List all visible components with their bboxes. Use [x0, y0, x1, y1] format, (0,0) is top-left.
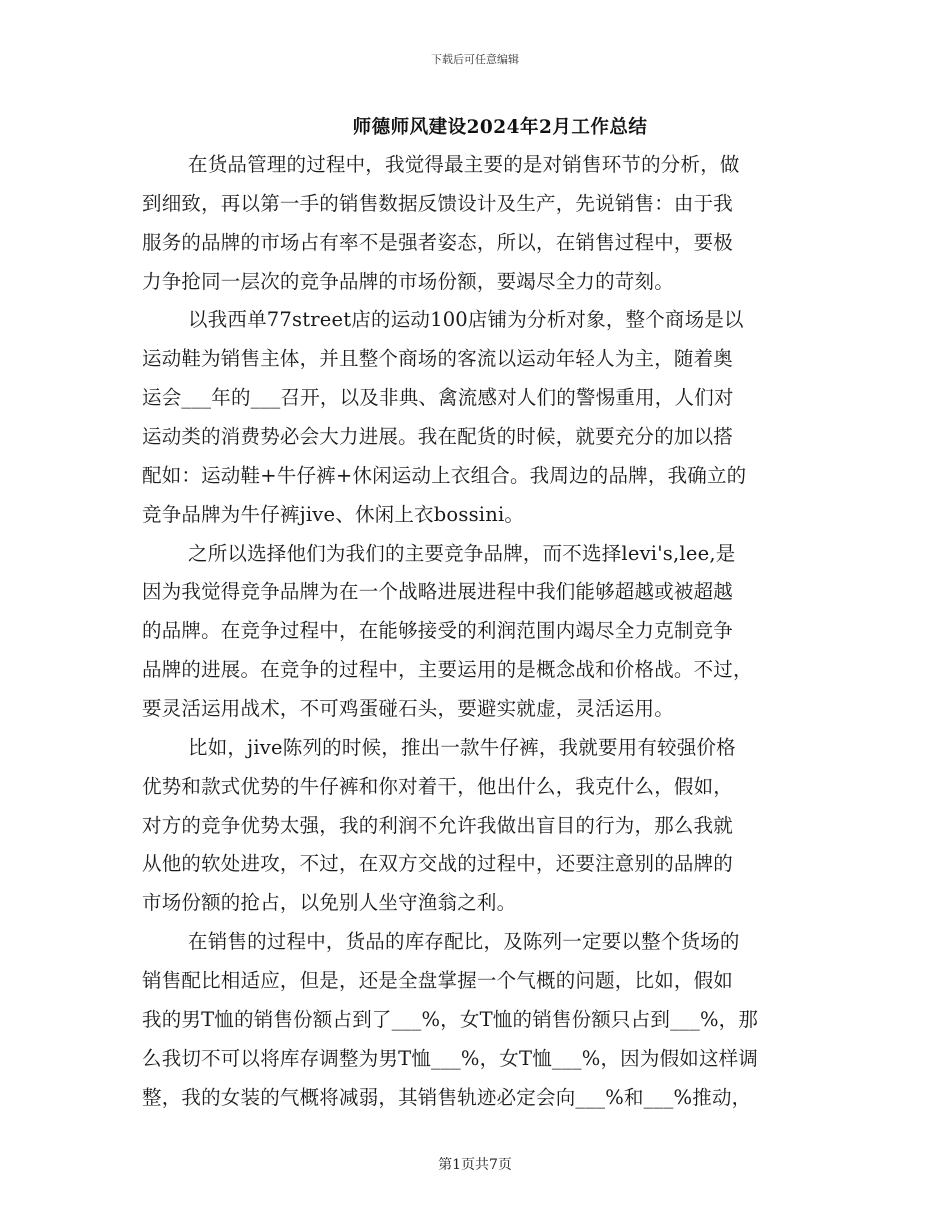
- text-line: 整，我的女装的气概将减弱，其销售轨迹必定会向___%和___%推动，: [142, 1085, 752, 1109]
- text-line: 因为我觉得竞争品牌为在一个战略进展进程中我们能够超越或被超越: [142, 580, 734, 604]
- text-line: 在销售的过程中，货品的库存配比，及陈列一定要以整个货场的: [188, 930, 740, 954]
- document-title: 师德师风建设2024年2月工作总结: [352, 117, 648, 138]
- text-line: 竞争品牌为牛仔裤jive、休闲上衣bossini。: [142, 502, 525, 526]
- text-line: 优势和款式优势的牛仔裤和你对着干，他出什么，我克什么，假如，: [142, 774, 734, 798]
- text-line: 要灵活运用战术，不可鸡蛋碰石头，要避实就虚，灵活运用。: [142, 697, 674, 721]
- text-line: 品牌的进展。在竞争的过程中，主要运用的是概念战和价格战。不过，: [142, 658, 753, 682]
- text-line: 运动类的消费势必会大力进展。我在配货的时候，就要充分的加以搭: [142, 425, 734, 449]
- text-line: 配如：运动鞋+牛仔裤+休闲运动上衣组合。我周边的品牌，我确立的: [142, 463, 747, 487]
- text-line: 在货品管理的过程中，我觉得最主要的是对销售环节的分析，做: [188, 153, 740, 176]
- text-line: 之所以选择他们为我们的主要竞争品牌，而不选择levi's,lee,是: [188, 541, 736, 565]
- text-line: 市场份额的抢占，以免别人坐守渔翁之利。: [142, 891, 517, 915]
- text-line: 服务的品牌的市场占有率不是强者姿态，所以，在销售过程中，要极: [142, 230, 734, 254]
- text-line: 的品牌。在竞争过程中，在能够接受的利润范围内竭尽全力克制竞争: [142, 619, 734, 643]
- text-line: 比如，jive陈列的时候，推出一款牛仔裤，我就要用有较强价格: [188, 735, 736, 759]
- text-line: 么我切不可以将库存调整为男T恤___%，女T恤___%，因为假如这样调: [142, 1046, 759, 1070]
- text-line: 以我西单77street店的运动100店铺为分析对象，整个商场是以: [188, 308, 744, 332]
- text-line: 力争抢同一层次的竞争品牌的市场份额，要竭尽全力的苛刻。: [142, 269, 674, 293]
- text-line: 运会___年的___召开，以及非典、禽流感对人们的警惕重用，人们对: [142, 386, 734, 410]
- text-line: 销售配比相适应，但是，还是全盘掌握一个气概的问题，比如，假如: [142, 969, 734, 993]
- text-line: 运动鞋为销售主体，并且整个商场的客流以运动年轻人为主，随着奥: [142, 347, 734, 371]
- text-line: 对方的竞争优势太强，我的利润不允许我做出盲目的行为，那么我就: [142, 813, 734, 837]
- document-body: [142, 146, 814, 1117]
- header-note: 下载后可任意编辑: [431, 53, 519, 66]
- text-line: 我的男T恤的销售份额占到了___%，女T恤的销售份额只占到___%，那: [142, 1007, 759, 1031]
- page-number: 第1页共7页: [438, 1157, 512, 1173]
- text-line: 到细致，再以第一手的销售数据反馈设计及生产，先说销售：由于我: [142, 191, 734, 215]
- text-line: 从他的软处进攻，不过，在双方交战的过程中，还要注意别的品牌的: [142, 852, 734, 876]
